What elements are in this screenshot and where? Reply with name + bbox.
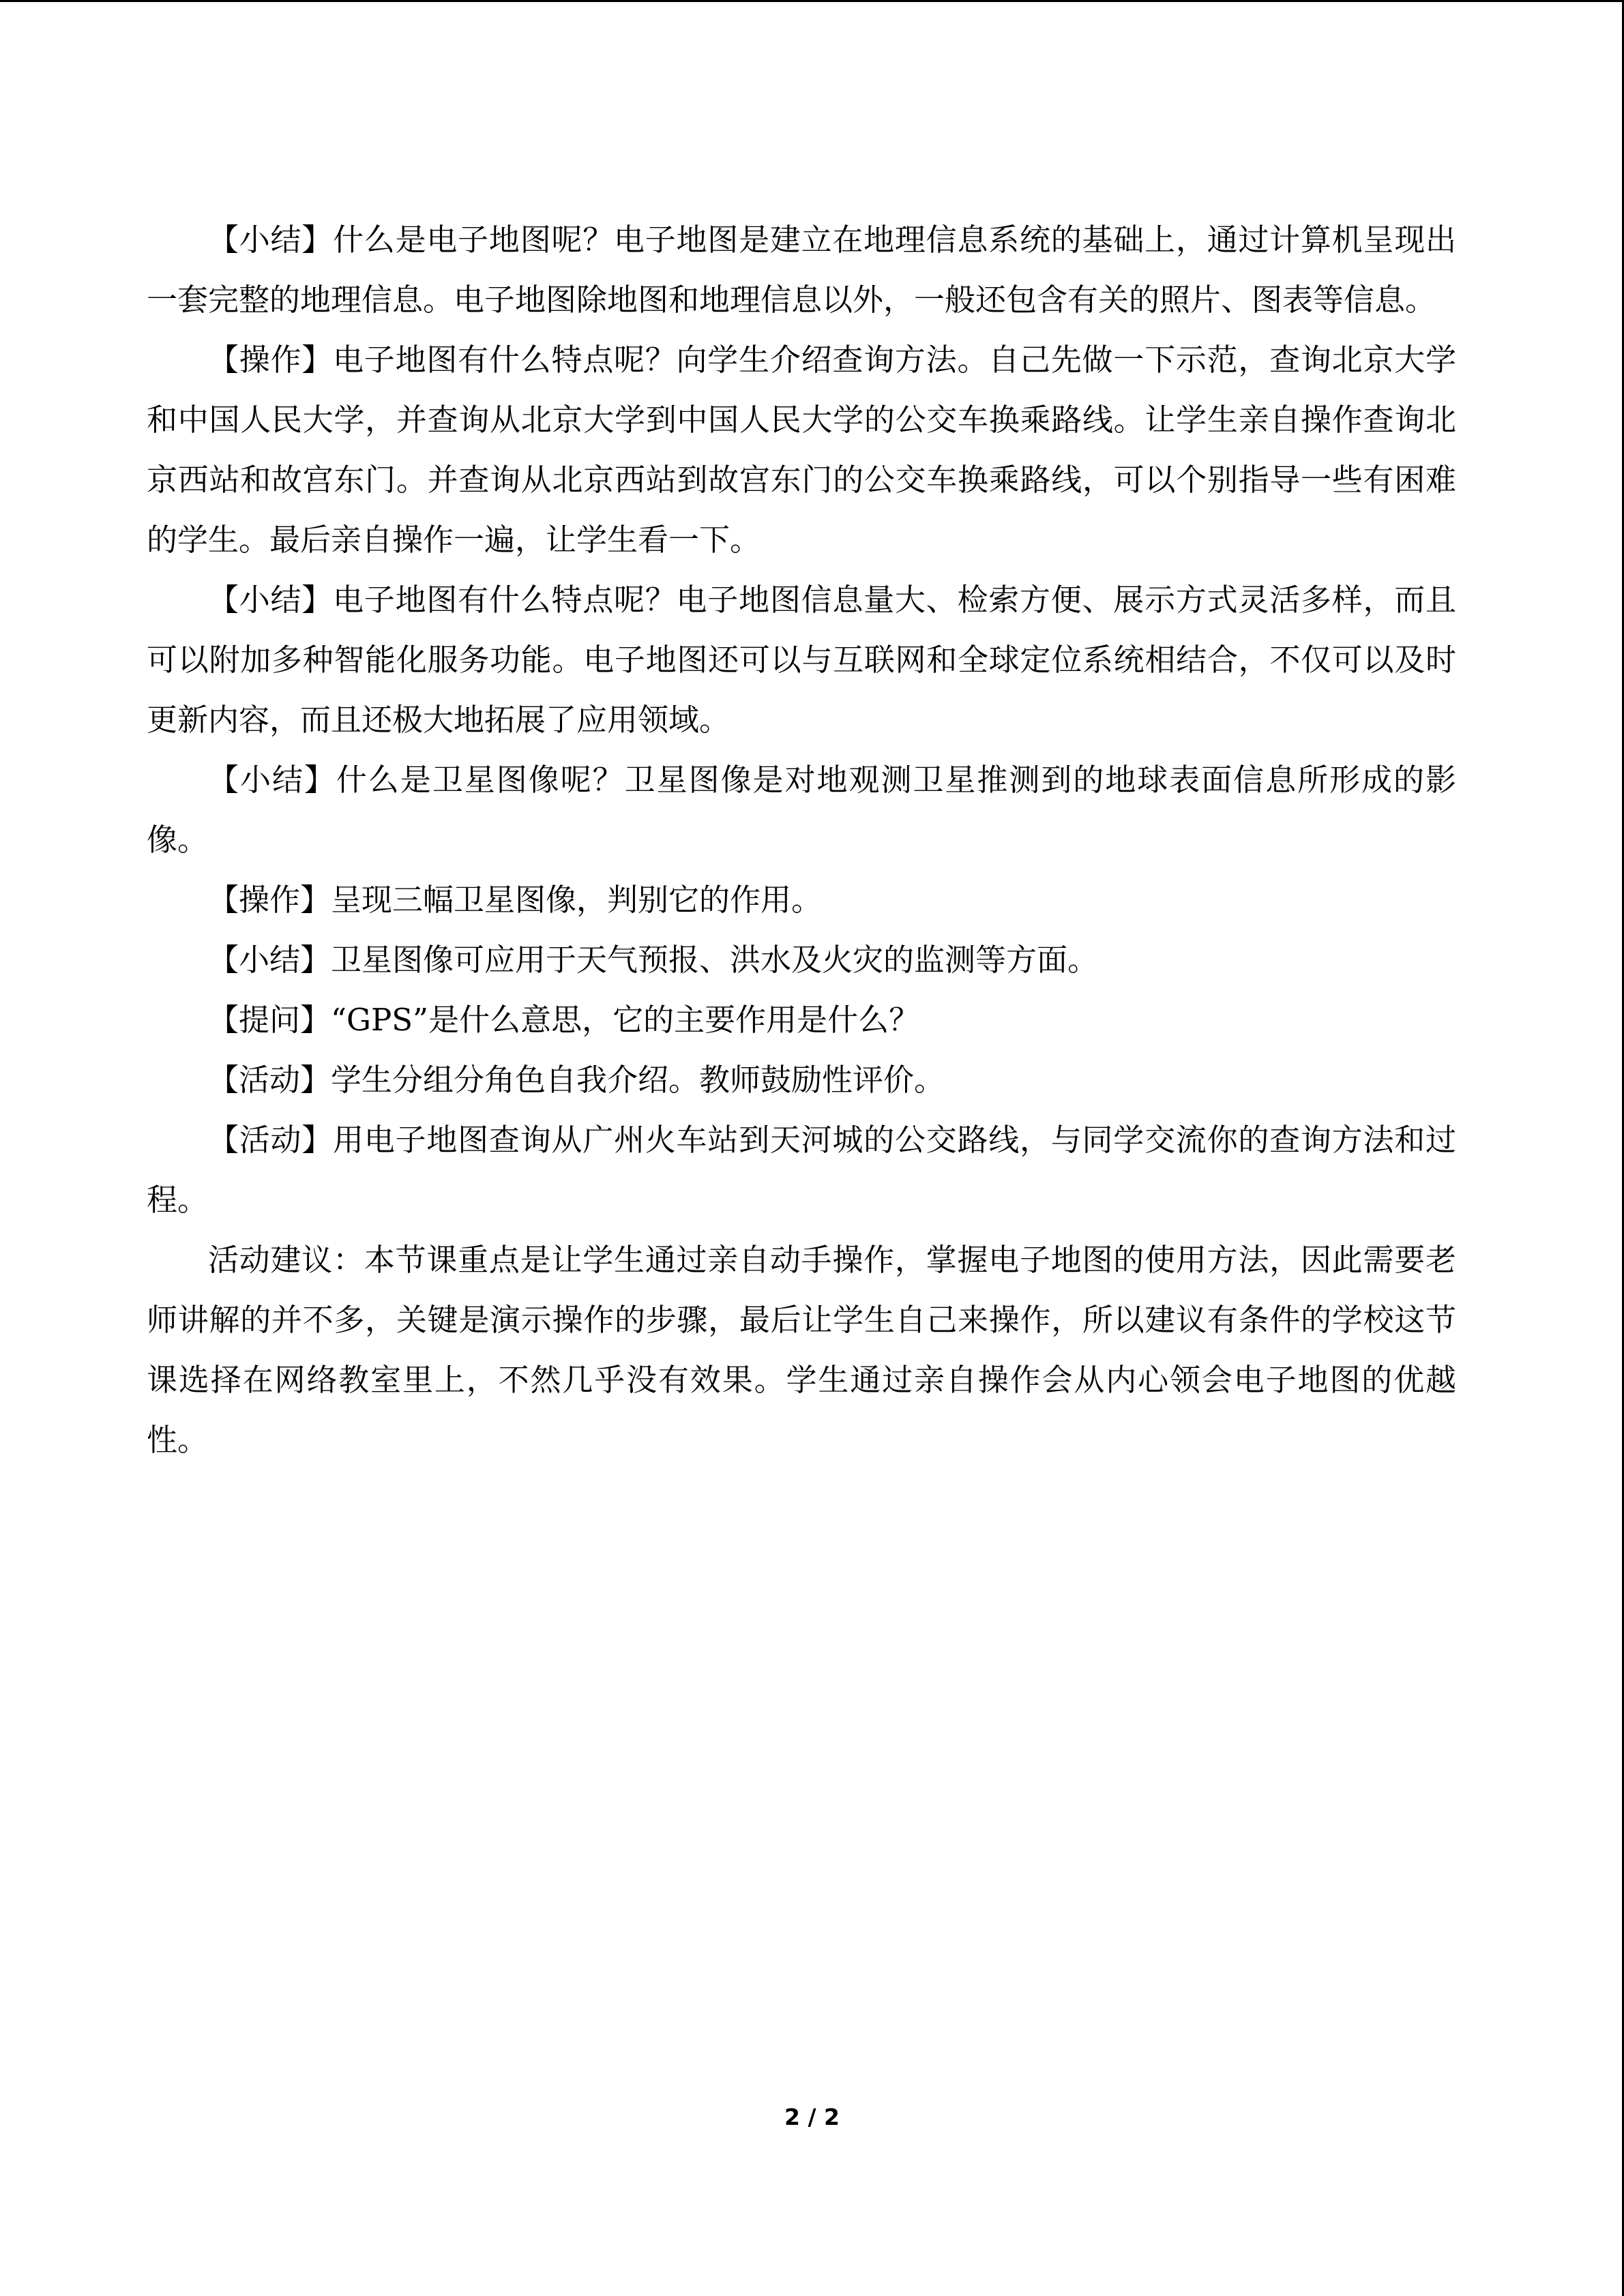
paragraph-operation-query-demo: 【操作】电子地图有什么特点呢？向学生介绍查询方法。自己先做一下示范，查询北京大学和中国人民大学，并查询从北京大学到中国人民大学的公交车换乘路线。让学生亲自操作查询北京西站和故宫东门。并查询从北京西站到故宫东门的公交车换乘路线，可以个别指导一些有困难的学生。最后亲自操作一遍，让学生看一下。 [147, 342, 1456, 558]
paragraph-question-gps: 【提问】“GPS”是什么意思，它的主要作用是什么？ [208, 1002, 920, 1038]
paragraph-summary-electronic-map: 【小结】什么是电子地图呢？电子地图是建立在地理信息系统的基础上，通过计算机呈现出一套完整的地理信息。电子地图除地图和地理信息以外，一般还包含有关的照片、图表等信息。 [147, 222, 1456, 318]
paragraph-activity-bus-route: 【活动】用电子地图查询从广州火车站到天河城的公交路线，与同学交流你的查询方法和过程。 [147, 1122, 1456, 1218]
paragraph-operation-satellite: 【操作】呈现三幅卫星图像，判别它的作用。 [208, 882, 823, 918]
paragraph-summary-satellite-image: 【小结】什么是卫星图像呢？卫星图像是对地观测卫星推测到的地球表面信息所形成的影像。 [147, 762, 1456, 858]
page-number: 2 / 2 [784, 2104, 840, 2130]
paragraph-summary-satellite-use: 【小结】卫星图像可应用于天气预报、洪水及火灾的监测等方面。 [208, 942, 1099, 978]
paragraph-summary-map-features: 【小结】电子地图有什么特点呢？电子地图信息量大、检索方便、展示方式灵活多样，而且可以附加多种智能化服务功能。电子地图还可以与互联网和全球定位系统相结合，不仅可以及时更新内容，而且还极大地拓展了应用领域。 [147, 582, 1456, 738]
paragraph-activity-suggestion: 活动建议：本节课重点是让学生通过亲自动手操作，掌握电子地图的使用方法，因此需要老师讲解的并不多，关键是演示操作的步骤，最后让学生自己来操作，所以建议有条件的学校这节课选择在网络教室里上，不然几乎没有效果。学生通过亲自操作会从内心领会电子地图的优越性。 [147, 1242, 1456, 1458]
document-body [147, 210, 1456, 1470]
paragraph-activity-intro: 【活动】学生分组分角色自我介绍。教师鼓励性评价。 [208, 1062, 945, 1098]
